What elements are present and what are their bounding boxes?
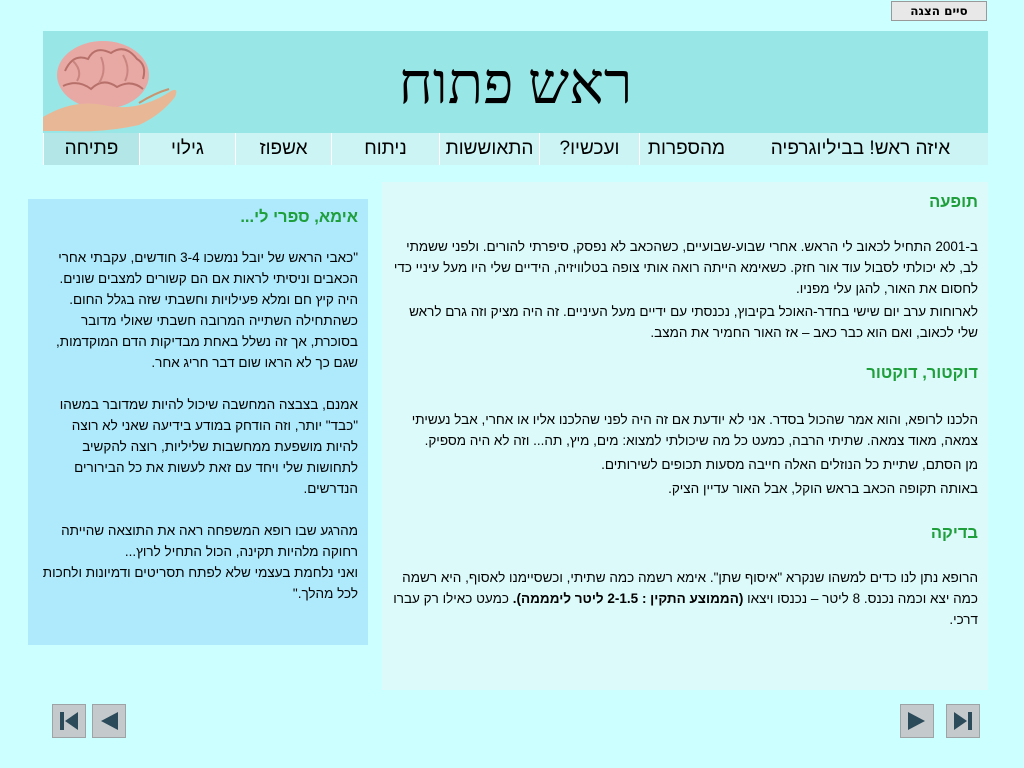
test-text-tail: כמעט כאילו רק עברו דרכי. — [393, 591, 978, 627]
arrow-right-icon — [901, 705, 933, 737]
nav-item-recovery[interactable]: התאוששות — [439, 133, 539, 165]
test-text: הרופא נתן לנו כדים למשהו שנקרא "איסוף שתן". אימא רשמה כמה שתיתי, וכשסיימנו לאסוף, היא רשמה כמה יצא וכמה נכנס. 8 ליטר – נכנסו ויצאו — [402, 570, 978, 606]
nav-item-opening[interactable]: פתיחה — [43, 133, 139, 165]
story-paragraph: מן הסתם, שתיית כל הנוזלים האלה חייבה מסעות תכופים לשירותים. — [601, 457, 978, 472]
brain-in-hand-image — [43, 31, 183, 133]
sidebar-heading: אימא, ספרי לי... — [240, 208, 358, 226]
end-show-button[interactable]: סיים הצגה — [891, 1, 987, 21]
normal-range-note: (הממוצע התקין : 2-1.5 ליטר לימממה). — [512, 591, 744, 606]
sidebar-paragraph: "כאבי הראש של יובל נמשכו 3-4 חודשים, עקבתי אחרי הכאבים וניסיתי לראות אם הם קשורים למצבים שונים. היה קיץ חם ומלא פעילויות וחשבתי שזה בגלל החום. כשהתחילה השתייה המרובה חשבתי שאולי מדובר בסוכרת, אך זה נשלל באחת מבדיקות הדם המוקדמות, שגם כך לא הראו שום דבר חריג אחר. — [56, 250, 358, 370]
section-heading-test: בדיקה — [930, 524, 978, 542]
nav-item-literature[interactable]: מהספרות — [639, 133, 733, 165]
skip-to-first-icon — [53, 705, 85, 737]
nav-item-and-now[interactable]: ועכשיו? — [539, 133, 639, 165]
story-paragraph: ב-2001 התחיל לכאוב לי הראש. אחרי שבוע-שבועיים, כשהכאב לא נפסק, סיפרתי להורים. ולפני ששמתי לב, לא יכולתי לסבול עוד אור חזק. כשאימא הייתה רואה אותי צופה בטלוויזיה, הידיים שלי היו מעל עיניי כדי לחסום את האור, להגן עלי מפניו. — [393, 239, 978, 296]
first-slide-button[interactable] — [52, 704, 86, 738]
sidebar-paragraph: מהרגע שבו רופא המשפחה ראה את התוצאה שהייתה רחוקה מלהיות תקינה, הכול התחיל לרוץ... — [61, 523, 358, 559]
story-paragraph — [390, 567, 978, 630]
nav-item-surgery[interactable]: ניתוח — [331, 133, 439, 165]
site-title: ראש פתוח — [398, 51, 633, 116]
nav-item-bibliography[interactable]: איזה ראש! בביליוגרפיה — [770, 138, 951, 159]
section-heading-symptom: תופעה — [929, 193, 978, 211]
main-story-panel — [382, 182, 988, 690]
nav-item-discovery[interactable]: גילוי — [139, 133, 235, 165]
story-paragraph: הלכנו לרופא, והוא אמר שהכול בסדר. אני לא יודעת אם זה היה לפני שהלכנו אליו או אחרי, אבל נעשיתי צמאה, מאוד צמאה. שתיתי הרבה, כמעט כל מה שיכולתי למצוא: מים, מיץ, תה... וזה לא היה מספיק. — [411, 412, 978, 448]
next-slide-button[interactable] — [900, 704, 934, 738]
sidebar-paragraph: אמנם, בצבצה המחשבה שיכול להיות שמדובר במשהו "כבד" יותר, וזה הודחק במודע בידיעה שאני לא רוצה להיות מושפעת ממחשבות שליליות, רוצה להקשיב לתחושות שלי ויחד עם זאת לעשות את כל הבירורים הנדרשים. — [59, 397, 358, 496]
nav-item-hospitalization[interactable]: אשפוז — [235, 133, 331, 165]
main-navigation — [43, 133, 988, 165]
previous-slide-button[interactable] — [92, 704, 126, 738]
section-heading-doctor: דוקטור, דוקטור — [866, 364, 978, 382]
arrow-left-icon — [93, 705, 125, 737]
story-paragraph: לארוחות ערב יום שישי בחדר-האוכל בקיבוץ, נכנסתי עם ידיים מעל העיניים. זה היה מציק וזה גרם לראש שלי לכאוב, ואם הוא כבר כאב – אז האור החמיר את המצב. — [409, 304, 978, 340]
header-banner — [43, 31, 988, 133]
skip-to-last-icon — [947, 705, 979, 737]
story-paragraph: באותה תקופה הכאב בראש הוקל, אבל האור עדיין הציק. — [668, 481, 978, 496]
last-slide-button[interactable] — [946, 704, 980, 738]
mother-sidebar — [28, 199, 368, 645]
sidebar-paragraph: ואני נלחמת בעצמי שלא לפתח תסריטים ודמיונות ולחכות לכל מהלך." — [42, 565, 358, 601]
